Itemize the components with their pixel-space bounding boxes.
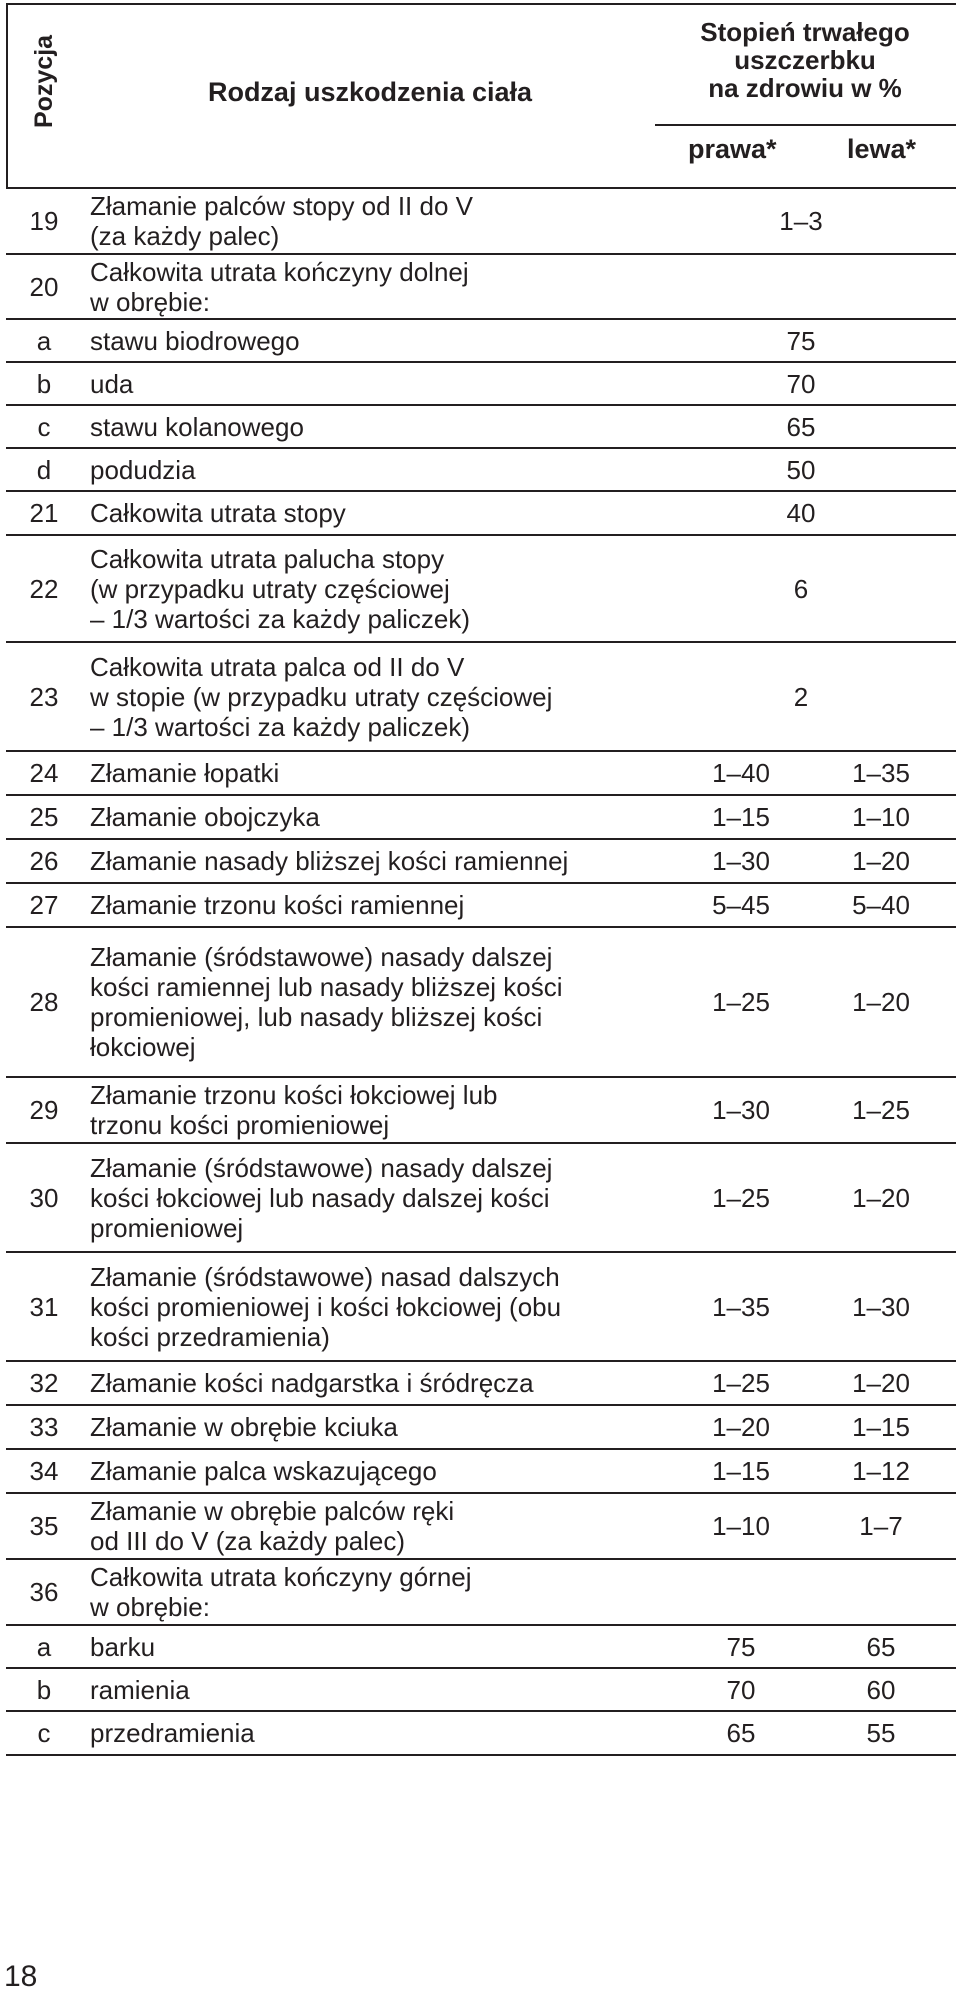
table-row <box>6 1560 956 1626</box>
row-position: 33 <box>29 1412 59 1442</box>
row-value-right: 1–40 <box>712 758 770 788</box>
header-injury-type-label: Rodzaj uszkodzenia ciała <box>207 77 533 107</box>
row-value-right <box>666 536 816 641</box>
row-value-right: 1–20 <box>712 1412 770 1442</box>
row-description: Złamanie nasady bliższej kości ramiennej <box>90 846 569 876</box>
row-position: 32 <box>29 1368 59 1398</box>
row-description: Złamanie w obrębie kciuka <box>90 1412 398 1442</box>
row-value-both: 1–3 <box>779 206 823 236</box>
row-description: stawu kolanowego <box>90 411 304 442</box>
row-position: b <box>36 368 52 399</box>
table-row <box>6 363 956 406</box>
row-position: 35 <box>29 1511 59 1541</box>
row-value-right: 1–25 <box>712 1182 770 1213</box>
row-value-left <box>806 492 956 534</box>
row-value-left: 1–7 <box>859 1511 903 1541</box>
row-description: podudzia <box>90 454 196 485</box>
table-row <box>6 643 956 752</box>
row-position: 27 <box>29 890 59 920</box>
row-value-right: 5–45 <box>712 890 770 920</box>
row-value-right: 65 <box>726 1718 756 1748</box>
row-description: Całkowita utrata palucha stopy (w przypadku utraty częściowej – 1/3 wartości za każdy paliczek) <box>90 543 471 634</box>
row-position: 36 <box>29 1577 59 1607</box>
row-description: przedramienia <box>90 1718 255 1748</box>
table-row <box>6 752 956 796</box>
row-value-left: 1–30 <box>852 1291 910 1322</box>
row-description: ramienia <box>90 1674 190 1705</box>
row-position: 22 <box>29 573 59 604</box>
row-value-right: 75 <box>726 1631 756 1662</box>
row-description: Całkowita utrata stopy <box>90 498 346 528</box>
row-value-right: 1–25 <box>712 1368 770 1398</box>
row-value-left <box>806 643 956 750</box>
row-value-right: 1–30 <box>712 846 770 876</box>
row-position: 29 <box>29 1095 59 1125</box>
table-row <box>6 449 956 492</box>
row-description: Złamanie trzonu kości ramiennej <box>90 890 465 920</box>
table-row <box>6 1362 956 1406</box>
table-row <box>6 1669 956 1712</box>
row-value-right <box>666 320 816 361</box>
table-row <box>6 1494 956 1560</box>
row-description: Całkowita utrata kończyny górnej w obrębie: <box>90 1562 472 1622</box>
table-row <box>6 840 956 884</box>
row-value-left: 1–35 <box>852 758 910 788</box>
row-description: Całkowita utrata kończyny dolnej w obrębie: <box>90 256 469 317</box>
row-position: 28 <box>29 987 59 1017</box>
table-row <box>6 536 956 643</box>
row-description: Złamanie łopatki <box>90 758 280 788</box>
row-description: stawu biodrowego <box>90 325 300 356</box>
row-value-left <box>806 449 956 490</box>
row-value-left <box>806 189 956 253</box>
row-value-right <box>666 255 816 318</box>
row-value-right: 1–30 <box>712 1095 770 1125</box>
row-value-both: 75 <box>786 325 816 356</box>
row-value-both: 65 <box>786 411 816 442</box>
row-position: c <box>37 1718 51 1748</box>
row-value-left: 1–20 <box>852 1182 910 1213</box>
table-row <box>6 1253 956 1362</box>
header-injury-type <box>90 0 650 185</box>
table-row <box>6 1450 956 1494</box>
row-position: 34 <box>29 1456 59 1486</box>
table-row <box>6 1078 956 1144</box>
row-description: uda <box>90 368 134 399</box>
row-value-right: 1–35 <box>712 1291 770 1322</box>
row-description: Złamanie (śródstawowe) nasady dalszej kości ramiennej lub nasady bliższej kości promieniowej, lub nasady bliższej kości łokciowej <box>90 942 563 1062</box>
row-value-right: 1–10 <box>712 1511 770 1541</box>
table-row <box>6 255 956 320</box>
row-value-right <box>666 1560 816 1624</box>
row-value-right <box>666 406 816 447</box>
row-position: 20 <box>29 271 59 302</box>
row-position: a <box>36 325 52 356</box>
row-value-right: 1–25 <box>712 987 770 1017</box>
row-position: b <box>36 1674 52 1705</box>
row-value-left: 1–25 <box>852 1095 910 1125</box>
row-value-right: 1–15 <box>712 1456 770 1486</box>
row-description: Złamanie w obrębie palców ręki od III do V (za każdy palec) <box>90 1496 455 1556</box>
row-value-both: 70 <box>786 368 816 399</box>
row-value-left <box>806 1560 956 1624</box>
row-value-right: 1–15 <box>712 802 770 832</box>
row-description: Złamanie palca wskazującego <box>90 1456 437 1486</box>
row-value-right <box>666 643 816 750</box>
row-position: 21 <box>29 498 59 528</box>
row-description: Złamanie (śródstawowe) nasad dalszych kości promieniowej i kości łokciowej (obu kości przedramienia) <box>90 1261 562 1352</box>
row-value-left <box>806 406 956 447</box>
header-position <box>6 6 84 156</box>
header-degree-line: uszczerbku <box>734 45 876 75</box>
row-position: a <box>36 1631 52 1662</box>
row-value-right <box>666 492 816 534</box>
row-value-both: 40 <box>786 498 816 528</box>
row-value-left: 1–15 <box>852 1412 910 1442</box>
table-row <box>6 796 956 840</box>
row-value-left: 1–12 <box>852 1456 910 1486</box>
row-position: 30 <box>29 1182 59 1213</box>
table-row <box>6 320 956 363</box>
header-degree-line: na zdrowiu w % <box>708 73 902 103</box>
table-row <box>6 492 956 536</box>
row-value-left: 1–10 <box>852 802 910 832</box>
row-position: 23 <box>29 681 59 712</box>
row-position: 31 <box>29 1291 59 1322</box>
table-row <box>6 189 956 255</box>
row-value-both: 2 <box>793 681 809 712</box>
row-value-both: 50 <box>786 454 816 485</box>
table-row <box>6 1626 956 1669</box>
row-position: 19 <box>29 206 59 236</box>
table-row <box>6 928 956 1078</box>
table-row <box>6 1712 956 1756</box>
row-value-both: 6 <box>793 573 809 604</box>
row-value-right: 70 <box>726 1674 756 1705</box>
row-value-left <box>806 536 956 641</box>
row-value-left: 5–40 <box>852 890 910 920</box>
row-value-left <box>806 363 956 404</box>
header-degree <box>655 18 955 102</box>
row-value-right <box>666 449 816 490</box>
row-description: Całkowita utrata palca od II do V w stopie (w przypadku utraty częściowej – 1/3 wartości za każdy paliczek) <box>90 651 553 742</box>
row-description: Złamanie (śródstawowe) nasady dalszej kości łokciowej lub nasady dalszej kości promieniowej <box>90 1152 553 1243</box>
row-description: Złamanie palców stopy od II do V (za każdy palec) <box>90 191 473 251</box>
table-row <box>6 406 956 449</box>
row-position: 25 <box>29 802 59 832</box>
row-value-left: 60 <box>866 1674 896 1705</box>
row-description: Złamanie obojczyka <box>90 802 320 832</box>
row-position: d <box>36 454 52 485</box>
row-value-right <box>666 363 816 404</box>
header-right-label: prawa* <box>688 134 777 164</box>
row-value-left: 1–20 <box>852 987 910 1017</box>
row-position: c <box>37 411 51 442</box>
row-value-left <box>806 255 956 318</box>
row-value-right <box>666 189 816 253</box>
table-row <box>6 1144 956 1253</box>
row-description: Złamanie kości nadgarstka i śródręcza <box>90 1368 534 1398</box>
row-position: 24 <box>29 758 59 788</box>
row-value-left: 65 <box>866 1631 896 1662</box>
row-value-left <box>806 320 956 361</box>
row-value-left: 55 <box>866 1718 896 1748</box>
row-position: 26 <box>29 846 59 876</box>
row-value-left: 1–20 <box>852 846 910 876</box>
header-degree-line: Stopień trwałego <box>700 17 910 47</box>
header-sub-divider <box>655 124 956 126</box>
page-number: 18 <box>4 1960 38 1993</box>
table-row <box>6 1406 956 1450</box>
row-description: Złamanie trzonu kości łokciowej lub trzonu kości promieniowej <box>90 1080 498 1140</box>
row-value-left: 1–20 <box>852 1368 910 1398</box>
header-left-label: lewa* <box>847 134 917 164</box>
table-row <box>6 884 956 928</box>
header-position-label: Pozycja <box>30 34 59 128</box>
row-description: barku <box>90 1631 156 1662</box>
